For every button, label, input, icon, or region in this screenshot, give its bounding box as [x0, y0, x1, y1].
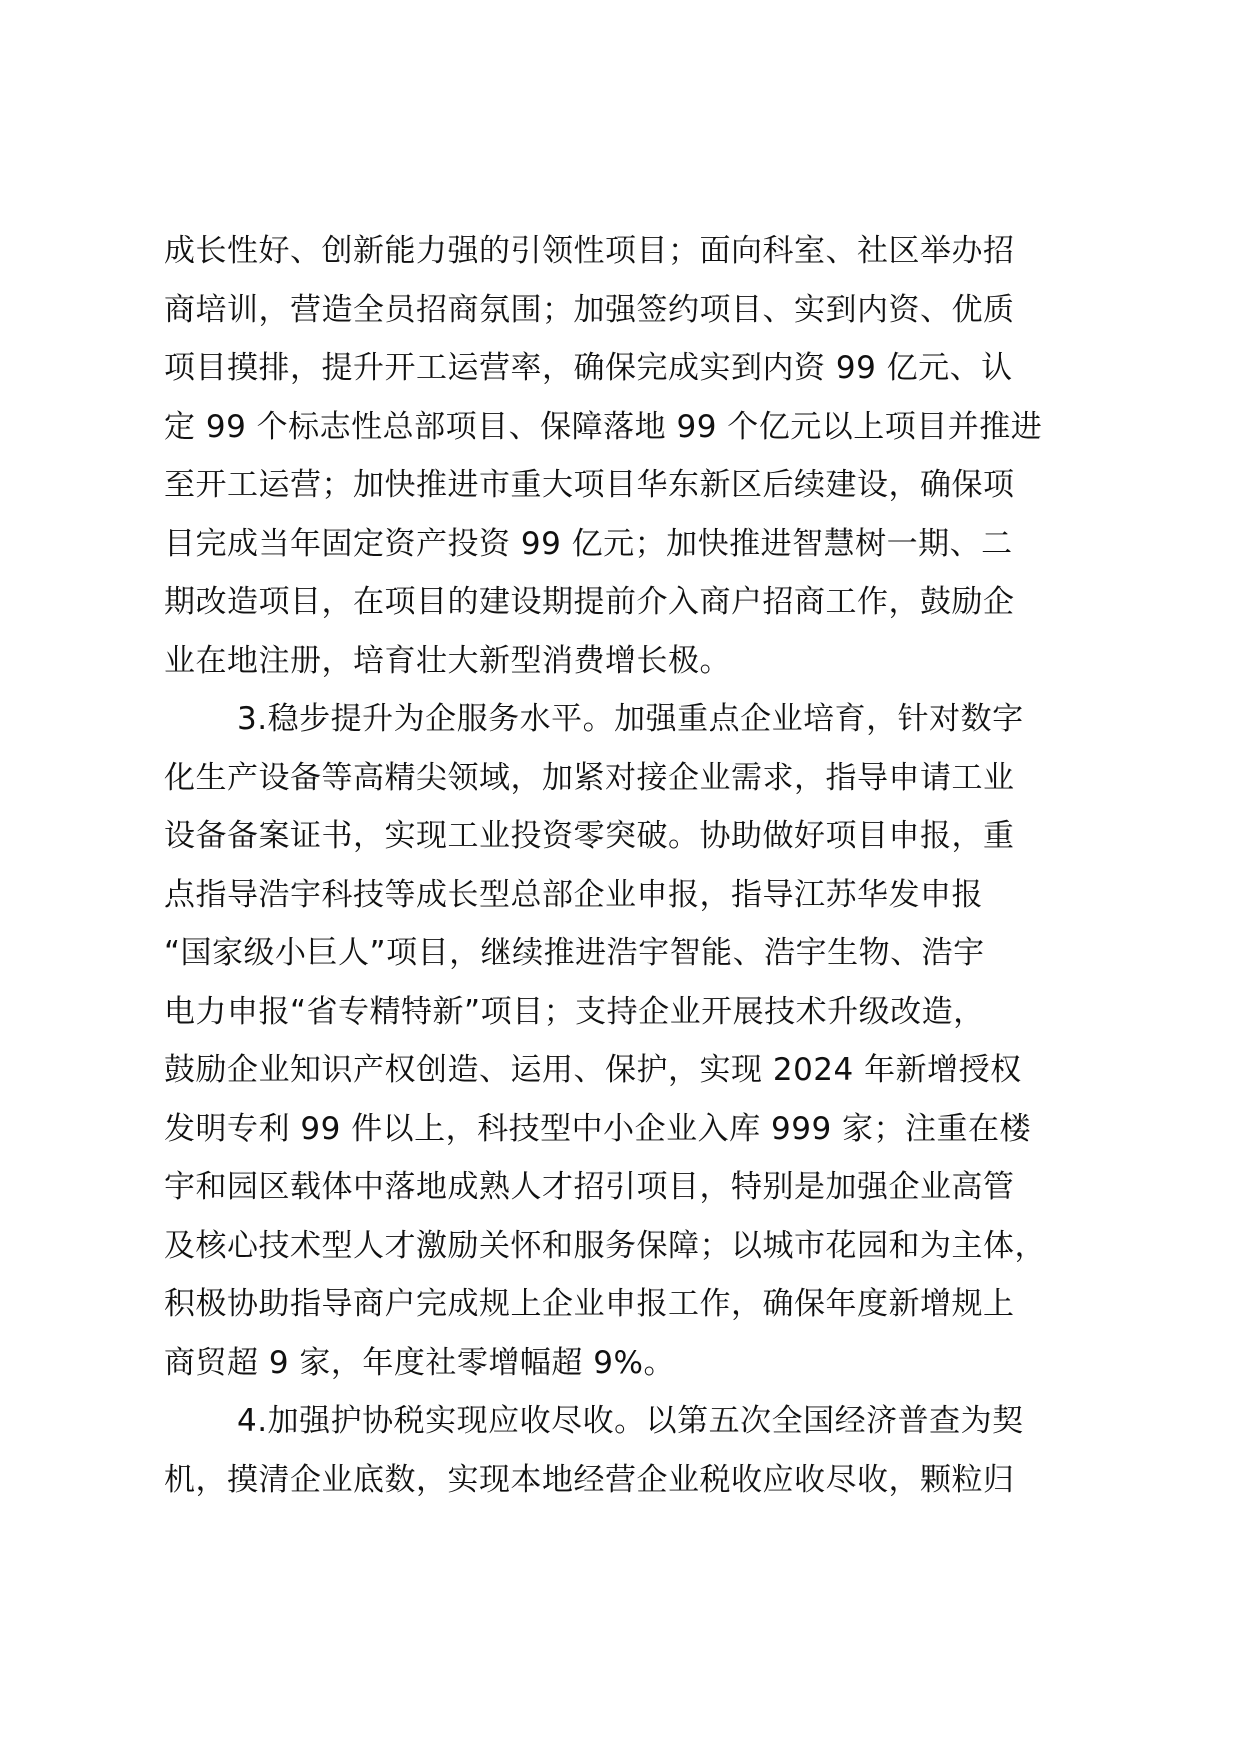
text-line: 定 99 个标志性总部项目、保障落地 99 个亿元以上项目并推进: [164, 408, 1043, 445]
text-line: 目完成当年固定资产投资 99 亿元；加快推进智慧树一期、二: [164, 525, 1013, 562]
text-line: 设备备案证书，实现工业投资零突破。协助做好项目申报，重: [164, 818, 1015, 854]
text-line: 宇和园区载体中落地成熟人才招引项目，特别是加强企业高管: [164, 1169, 1015, 1205]
text-line: 期改造项目，在项目的建设期提前介入商户招商工作，鼓励企: [164, 584, 1015, 620]
text-line: 商培训，营造全员招商氛围；加强签约项目、实到内资、优质: [164, 291, 1015, 328]
text-line: 鼓励企业知识产权创造、运用、保护，实现 2024 年新增授权: [164, 1052, 1022, 1088]
text-line: 成长性好、创新能力强的引领性项目；面向科室、社区举办招: [164, 233, 1015, 269]
document-body: [164, 222, 1094, 1509]
text-line: 商贸超 9 家，年度社零增幅超 9%。: [164, 1344, 675, 1381]
text-line: “国家级小巨人”项目，继续推进浩宇智能、浩宇生物、浩宇: [164, 935, 985, 971]
paragraph-start-line: 4.加强护协税实现应收尽收。以第五次全国经济普查为契: [237, 1403, 1024, 1439]
text-line: 积极协助指导商户完成规上企业申报工作，确保年度新增规上: [164, 1286, 1015, 1322]
text-line: 发明专利 99 件以上，科技型中小企业入库 999 家；注重在楼: [164, 1110, 1032, 1147]
text-line: 业在地注册，培育壮大新型消费增长极。: [164, 642, 731, 679]
text-line: 电力申报“省专精特新”项目；支持企业开展技术升级改造，: [164, 993, 985, 1030]
text-line: 至开工运营；加快推进市重大项目华东新区后续建设，确保项: [164, 467, 1015, 503]
text-line: 项目摸排，提升开工运营率，确保完成实到内资 99 亿元、认: [164, 350, 1013, 386]
paragraph-start-line: 3.稳步提升为企服务水平。加强重点企业培育，针对数字: [237, 701, 1024, 737]
text-line: 点指导浩宇科技等成长型总部企业申报，指导江苏华发申报: [164, 876, 983, 913]
text-line: 化生产设备等高精尖领域，加紧对接企业需求，指导申请工业: [164, 759, 1015, 796]
text-line: 及核心技术型人才激励关怀和服务保障；以城市花园和为主体，: [164, 1227, 1046, 1264]
text-line: 机，摸清企业底数，实现本地经营企业税收应收尽收，颗粒归: [164, 1461, 1015, 1498]
